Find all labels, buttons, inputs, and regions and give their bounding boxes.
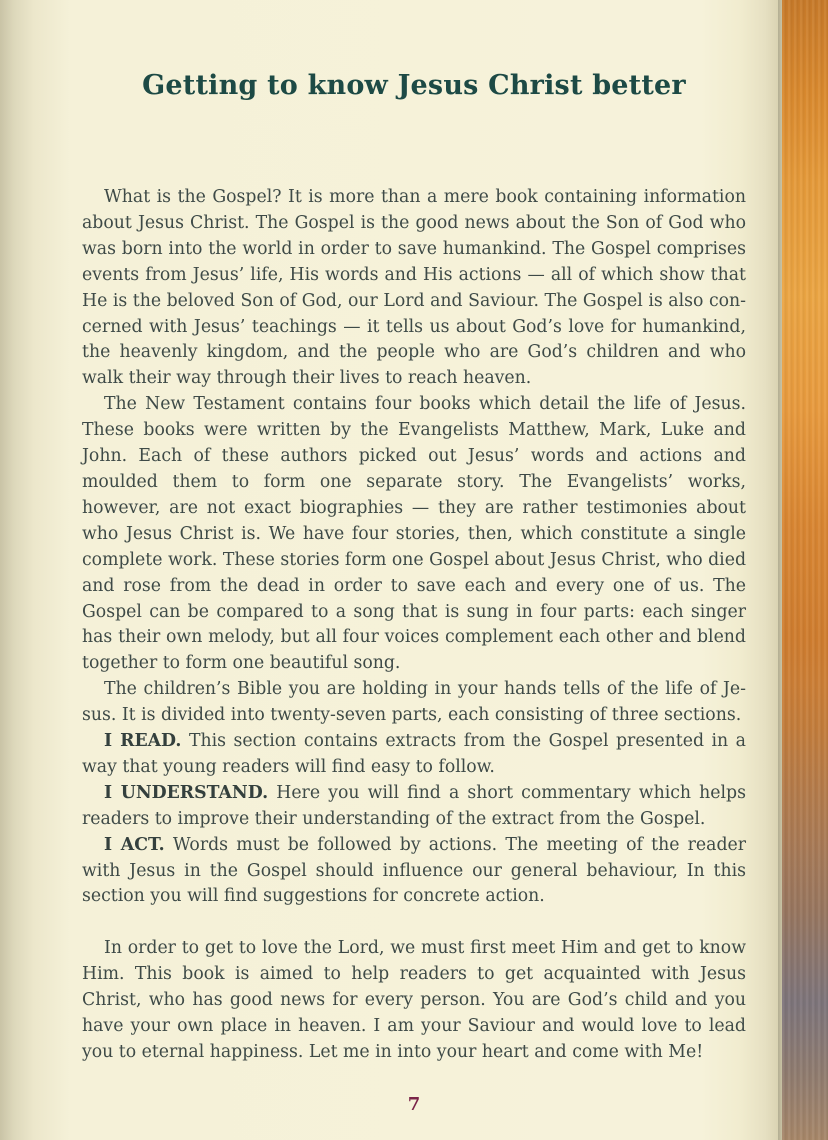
paragraph-text: This section contains extracts from the Gospel presented in a way that young readers will find easy to follow. (82, 731, 746, 777)
paragraph-text: What is the Gospel? It is more than a mere book containing information about Jesus Christ. The Gospel is the good news about the Son of God who was born into the world in order to save humankind. The Gospel comprises events from Jesus’ life, His words and His actions — all of which show that He is the beloved Son of God, our Lord and Saviour. The Gospel is also concerned with Jesus’ teachings — it tells us about God’s love for humankind, the heavenly kingdom, and the people who are God’s children and who walk their way through their lives to reach heaven. (82, 187, 746, 389)
paragraph-text: Here you will find a short commentary which helps readers to improve their understanding of the extract from the Gospel. (82, 782, 746, 829)
section-lead-i-understand: I UNDERSTAND. (104, 782, 269, 803)
paragraph-text: Words must be followed by actions. The meeting of the reader with Jesus in the Gospel should influence our general behaviour, In this section you will find suggestions for concrete action. (82, 834, 746, 907)
paragraph-i-act (82, 833, 746, 911)
paragraph-gospel-intro (82, 185, 746, 392)
paragraph-text: The New Testament contains four books which detail the life of Jesus. These books were written by the Evangelists Matthew, Mark, Luke and John. Each of these authors picked out Jesus’ words and actions and moulded them to form one separate story. The Evangelists’ works, however, are not exact biographies — they are rather testimonies about who Jesus Christ is. We have four stories, then, which constitute a single complete work. These stories form one Gospel about Jesus Christ, who died and rose from the dead in order to save each and every one of us. The Gospel can be compared to a song that is sung in four parts: each singer has their own melody, but all four voices complement each other and blend together to form one beautiful song. (82, 394, 747, 674)
body-text (82, 185, 746, 1066)
section-lead-i-act: I ACT. (104, 834, 165, 855)
paragraph-text: In order to get to love the Lord, we must first meet Him and get to know Him. This book is aimed to help readers to get acquainted with Jesus Christ, who has good news for every person. You are God’s child and you have your own place in heaven. I am your Saviour and would love to lead you to eternal happiness. Let me in into your heart and come with Me! (82, 938, 746, 1062)
paragraph-i-read (82, 729, 746, 781)
section-lead-i-read: I READ. (104, 731, 182, 752)
paragraph-closing (82, 936, 746, 1066)
page-number: 7 (407, 1094, 421, 1115)
paragraph-childrens-bible (82, 677, 746, 729)
paragraph-i-understand (82, 781, 746, 833)
paragraph-text: The children’s Bible you are holding in your hands tells of the life of Jesus. It is divided into twenty-seven parts, each consisting of three sections. (82, 679, 746, 726)
cover-illustration-edge (782, 0, 828, 1140)
page-title: Getting to know Jesus Christ better (142, 70, 686, 101)
paragraph-new-testament (82, 392, 746, 677)
